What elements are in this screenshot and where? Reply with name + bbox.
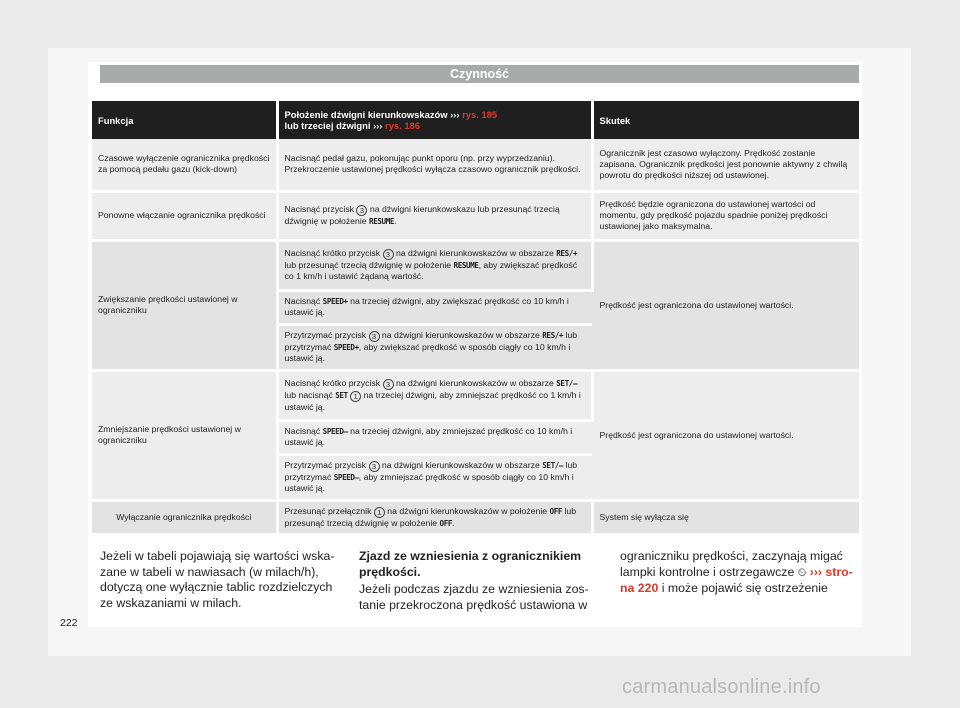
cell-function: Zmniejszanie prędkości ustawionej w ograniczniku bbox=[92, 370, 277, 500]
cell-effect: Prędkość będzie ograniczona do ustawionej wartości od momentu, gdy prędkość pojazdu spadnie poniżej prędkości ustawionej jako maksymalna. bbox=[592, 191, 859, 240]
header-lever-position: Położenie dźwigni kierunkowskazów ››› rys. 185 lub trzeciej dźwigni ››› rys. 186 bbox=[277, 101, 592, 139]
page-number: 222 bbox=[60, 617, 78, 629]
figure-link-185[interactable]: rys. 185 bbox=[462, 109, 498, 120]
button-number-badge: 1 bbox=[374, 507, 385, 518]
key-label: SET/– bbox=[542, 461, 564, 470]
key-label: RESUME bbox=[453, 261, 479, 270]
table-row bbox=[92, 240, 859, 290]
paragraph-miles-note: Jeżeli w tabeli pojawiają się wartości wskazane w tabeli w nawiasach (w milach/h), dotyczą one wyłącznie tablic rozdzielczych ze wskazaniami w milach. bbox=[100, 549, 335, 610]
cell-effect: Ogranicznik jest czasowo wyłączony. Prędkość zostanie zapisana. Ogranicznik prędkości jest ponownie aktywny z chwilą powrotu do prędkości niższej od ustawionej. bbox=[592, 139, 859, 191]
button-number-badge: 3 bbox=[369, 331, 380, 342]
cell-action: Nacisnąć krótko przycisk 3 na dźwigni kierunkowskazów w obszarze RES/+ lub przesunąć trzecią dźwignię w położenie RESUME, aby zwiększać prędkość co 1 km/h i ustawić żądaną wartość. bbox=[277, 240, 592, 290]
table-row bbox=[92, 500, 859, 534]
button-number-badge: 3 bbox=[356, 205, 367, 216]
figure-link-186[interactable]: rys. 186 bbox=[385, 120, 420, 131]
button-number-badge: 3 bbox=[383, 379, 394, 390]
key-label: RES/+ bbox=[556, 249, 578, 258]
button-number-badge: 3 bbox=[369, 461, 380, 472]
cell-function: Zwiększanie prędkości ustawionej w ograniczniku bbox=[92, 240, 277, 370]
text-column-2 bbox=[359, 549, 602, 613]
cell-action: Nacisnąć SPEED+ na trzeciej dźwigni, aby zwiększać prędkość co 10 km/h i ustawić ją. bbox=[277, 290, 592, 324]
header-effect: Skutek bbox=[592, 101, 859, 139]
cell-function: Wyłączanie ogranicznika prędkości bbox=[92, 500, 277, 534]
cell-action: Nacisnąć przycisk 3 na dźwigni kierunkowskazu lub przesunąć trzecią dźwignię w położenie RESUME. bbox=[277, 191, 592, 240]
cell-effect: Prędkość jest ograniczona do ustawionej wartości. bbox=[592, 240, 859, 370]
key-label: RESUME bbox=[369, 217, 395, 226]
key-label: RES/+ bbox=[542, 331, 564, 340]
table-row bbox=[92, 370, 859, 420]
header-function: Funkcja bbox=[92, 101, 277, 139]
button-number-badge: 3 bbox=[383, 249, 394, 260]
cell-action: Przytrzymać przycisk 3 na dźwigni kierunkowskazów w obszarze SET/– lub przytrzymać SPEED–, aby zmniejszać prędkość w sposób ciągły co 10 km/h i ustawić ją. bbox=[277, 454, 592, 500]
key-label: OFF bbox=[439, 518, 453, 528]
cell-function: Ponowne włączanie ogranicznika prędkości bbox=[92, 191, 277, 240]
text-column-3 bbox=[620, 549, 860, 597]
key-label: OFF bbox=[549, 506, 563, 516]
key-label: SPEED– bbox=[333, 473, 359, 482]
key-label: SET/– bbox=[556, 378, 578, 388]
cell-effect: Prędkość jest ograniczona do ustawionej wartości. bbox=[592, 370, 859, 500]
section-title: Czynność bbox=[100, 65, 859, 83]
cell-action: Przytrzymać przycisk 3 na dźwigni kierunkowskazów w obszarze RES/+ lub przytrzymać SPEED+, aby zwiększać prędkość w sposób ciągły co 10 km/h i ustawić ją. bbox=[277, 324, 592, 370]
watermark: carmanualsonline.info bbox=[622, 676, 821, 698]
paragraph-warning-lights: ograniczniku prędkości, zaczynają migać lampki kontrolne i ostrzegawcze ⏲ ››› strona 220 i może pojawić się ostrzeżenie bbox=[620, 549, 853, 595]
function-table bbox=[92, 101, 859, 536]
table-row bbox=[92, 139, 859, 191]
cell-action: Nacisnąć SPEED– na trzeciej dźwigni, aby zmniejszać prędkość co 10 km/h i ustawić ją. bbox=[277, 420, 592, 454]
page-link-220[interactable]: ››› strona 220 bbox=[620, 564, 853, 595]
paragraph-downhill: Jeżeli podczas zjazdu ze wzniesienia zostanie przekroczona prędkość ustawiona w bbox=[359, 582, 589, 612]
key-label: SPEED+ bbox=[333, 343, 359, 352]
key-label: SET bbox=[335, 390, 348, 400]
button-number-badge: 1 bbox=[350, 391, 361, 402]
section-heading-downhill: Zjazd ze wzniesienia z ogranicznikiem prędkości. bbox=[359, 549, 582, 579]
cell-action: Przesunąć przełącznik 1 na dźwigni kierunkowskazów w położenie OFF lub przesunąć trzecią dźwignię w położenie OFF. bbox=[277, 500, 592, 534]
text-column-1 bbox=[100, 549, 342, 611]
table-row bbox=[92, 191, 859, 240]
cell-function: Czasowe wyłączenie ogranicznika prędkości za pomocą pedału gazu (kick-down) bbox=[92, 139, 277, 191]
cell-action: Nacisnąć pedał gazu, pokonując punkt oporu (np. przy wyprzedzaniu). Przekroczenie ustawionej prędkości wyłącza czasowo ogranicznik prędkości. bbox=[277, 139, 592, 191]
key-label: SPEED+ bbox=[322, 297, 348, 306]
table-header-row bbox=[92, 101, 859, 139]
cell-action: Nacisnąć krótko przycisk 3 na dźwigni kierunkowskazów w obszarze SET/– lub nacisnąć SET 1 na trzeciej dźwigni, aby zmniejszać prędkość co 1 km/h i ustawić ją. bbox=[277, 370, 592, 420]
speed-limiter-warning-icon: ⏲ bbox=[797, 566, 807, 579]
cell-effect: System się wyłącza się bbox=[592, 500, 859, 534]
key-label: SPEED– bbox=[322, 427, 348, 436]
